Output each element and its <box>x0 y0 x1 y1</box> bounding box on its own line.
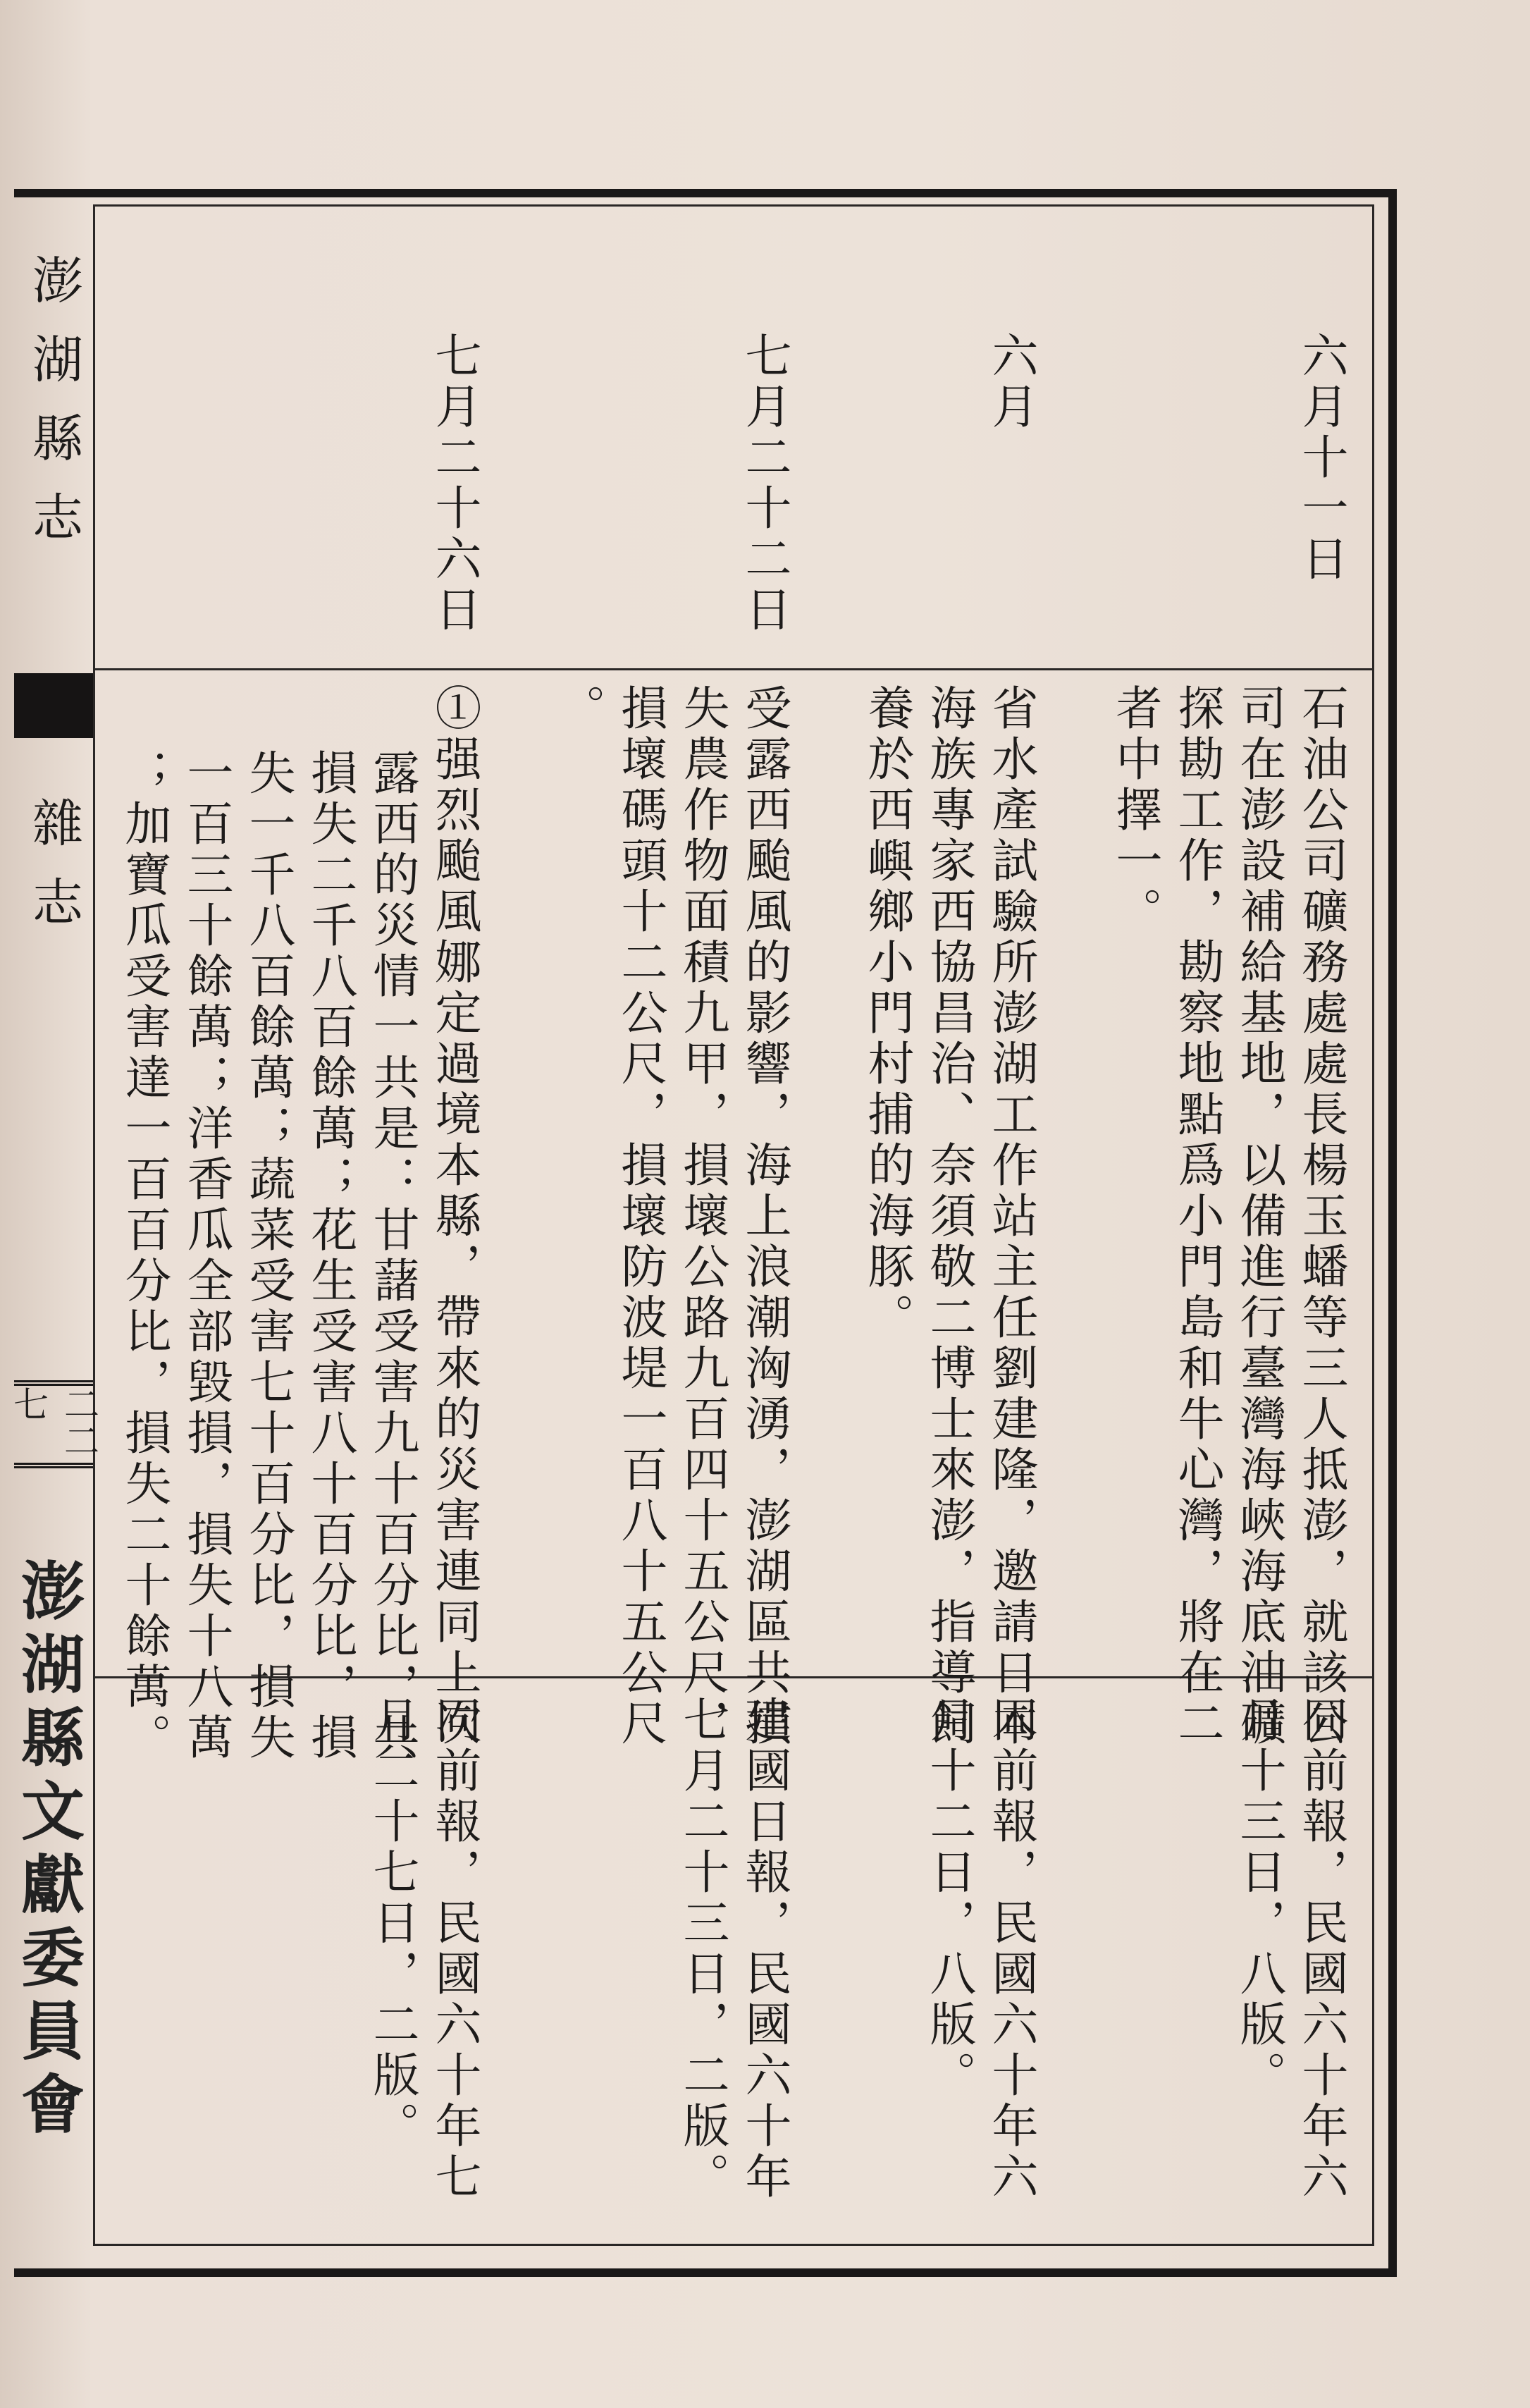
section-marker <box>14 673 93 738</box>
entry-body-line: 探勘工作，勘察地點爲小門島和牛心灣，將在二 <box>1170 684 1224 1750</box>
entry-source-line: 同前報，民國六十年七 <box>427 1695 481 2203</box>
entry-date: 七月二十二日 <box>737 331 791 636</box>
entry-body-line: 受露西颱風的影響，海上浪潮洶湧，澎湖區共損 <box>737 684 791 1750</box>
date-body-divider <box>95 668 1372 670</box>
entry-body-line: 司在澎設補給基地，以備進行臺灣海峽海底油礦 <box>1232 684 1286 1750</box>
entry-body-line: 養於西嶼鄉小門村捕的海豚。 <box>860 684 914 1344</box>
entry-body-line: 一百三十餘萬；洋香瓜全部毀損，損失十八萬 <box>179 749 233 1764</box>
entry-source-line: 月十三日，八版。 <box>1232 1695 1286 2101</box>
book-title: 澎湖縣志 <box>24 254 83 570</box>
entry-source-line: 同前報，民國六十年六 <box>1294 1695 1348 2203</box>
entry-source-line: 同前報，民國六十年六 <box>984 1695 1038 2203</box>
publisher-imprint: 澎湖縣文獻委員會 <box>10 1558 85 2144</box>
entry-body-line: 損壞碼頭十二公尺，損壞防波堤一百八十五公尺 <box>613 684 667 1750</box>
entry-body-line: 損失二千八百餘萬；花生受害八十百分比，損 <box>303 749 357 1764</box>
entry-body-line: 失一千八百餘萬；蔬菜受害七十百分比，損失 <box>241 749 295 1764</box>
entry-body-line: 者中擇一。 <box>1108 684 1162 938</box>
entry-source-line: 月十二日，八版。 <box>922 1695 976 2101</box>
page-number: 二二七 <box>14 1380 93 1468</box>
entry-body-line: 。 <box>551 684 605 735</box>
section-title: 雜志 <box>24 797 83 954</box>
entry-body-line: ①强烈颱風娜定過境本縣，帶來的災害連同上次 <box>427 684 481 1750</box>
entry-body-line: 失農作物面積九甲，損壞公路九百四十五公尺， <box>675 684 729 1750</box>
entry-date: 六月十一日 <box>1294 331 1348 585</box>
entry-body-line: ；加寶瓜受害達一百百分比，損失二十餘萬。 <box>117 749 171 1764</box>
entry-body-line: 露西的災情一共是：甘藷受害九十百分比，共 <box>365 749 419 1764</box>
entry-source-line: 建國日報，民國六十年 <box>737 1695 791 2203</box>
entry-body-line: 海族專家西協昌治、奈須敬二博士來澎，指導飼 <box>922 684 976 1750</box>
entry-body-line: 省水產試驗所澎湖工作站主任劉建隆，邀請日本 <box>984 684 1038 1750</box>
entry-date: 七月二十六日 <box>427 331 481 636</box>
entry-date: 六月 <box>984 331 1038 433</box>
entry-source-line: 七月二十三日，二版。 <box>675 1695 729 2203</box>
entry-source-line: 月二十七日，二版。 <box>365 1695 419 2152</box>
entry-body-line: 石油公司礦務處處長楊玉蟠等三人抵澎，就該公 <box>1294 684 1348 1750</box>
